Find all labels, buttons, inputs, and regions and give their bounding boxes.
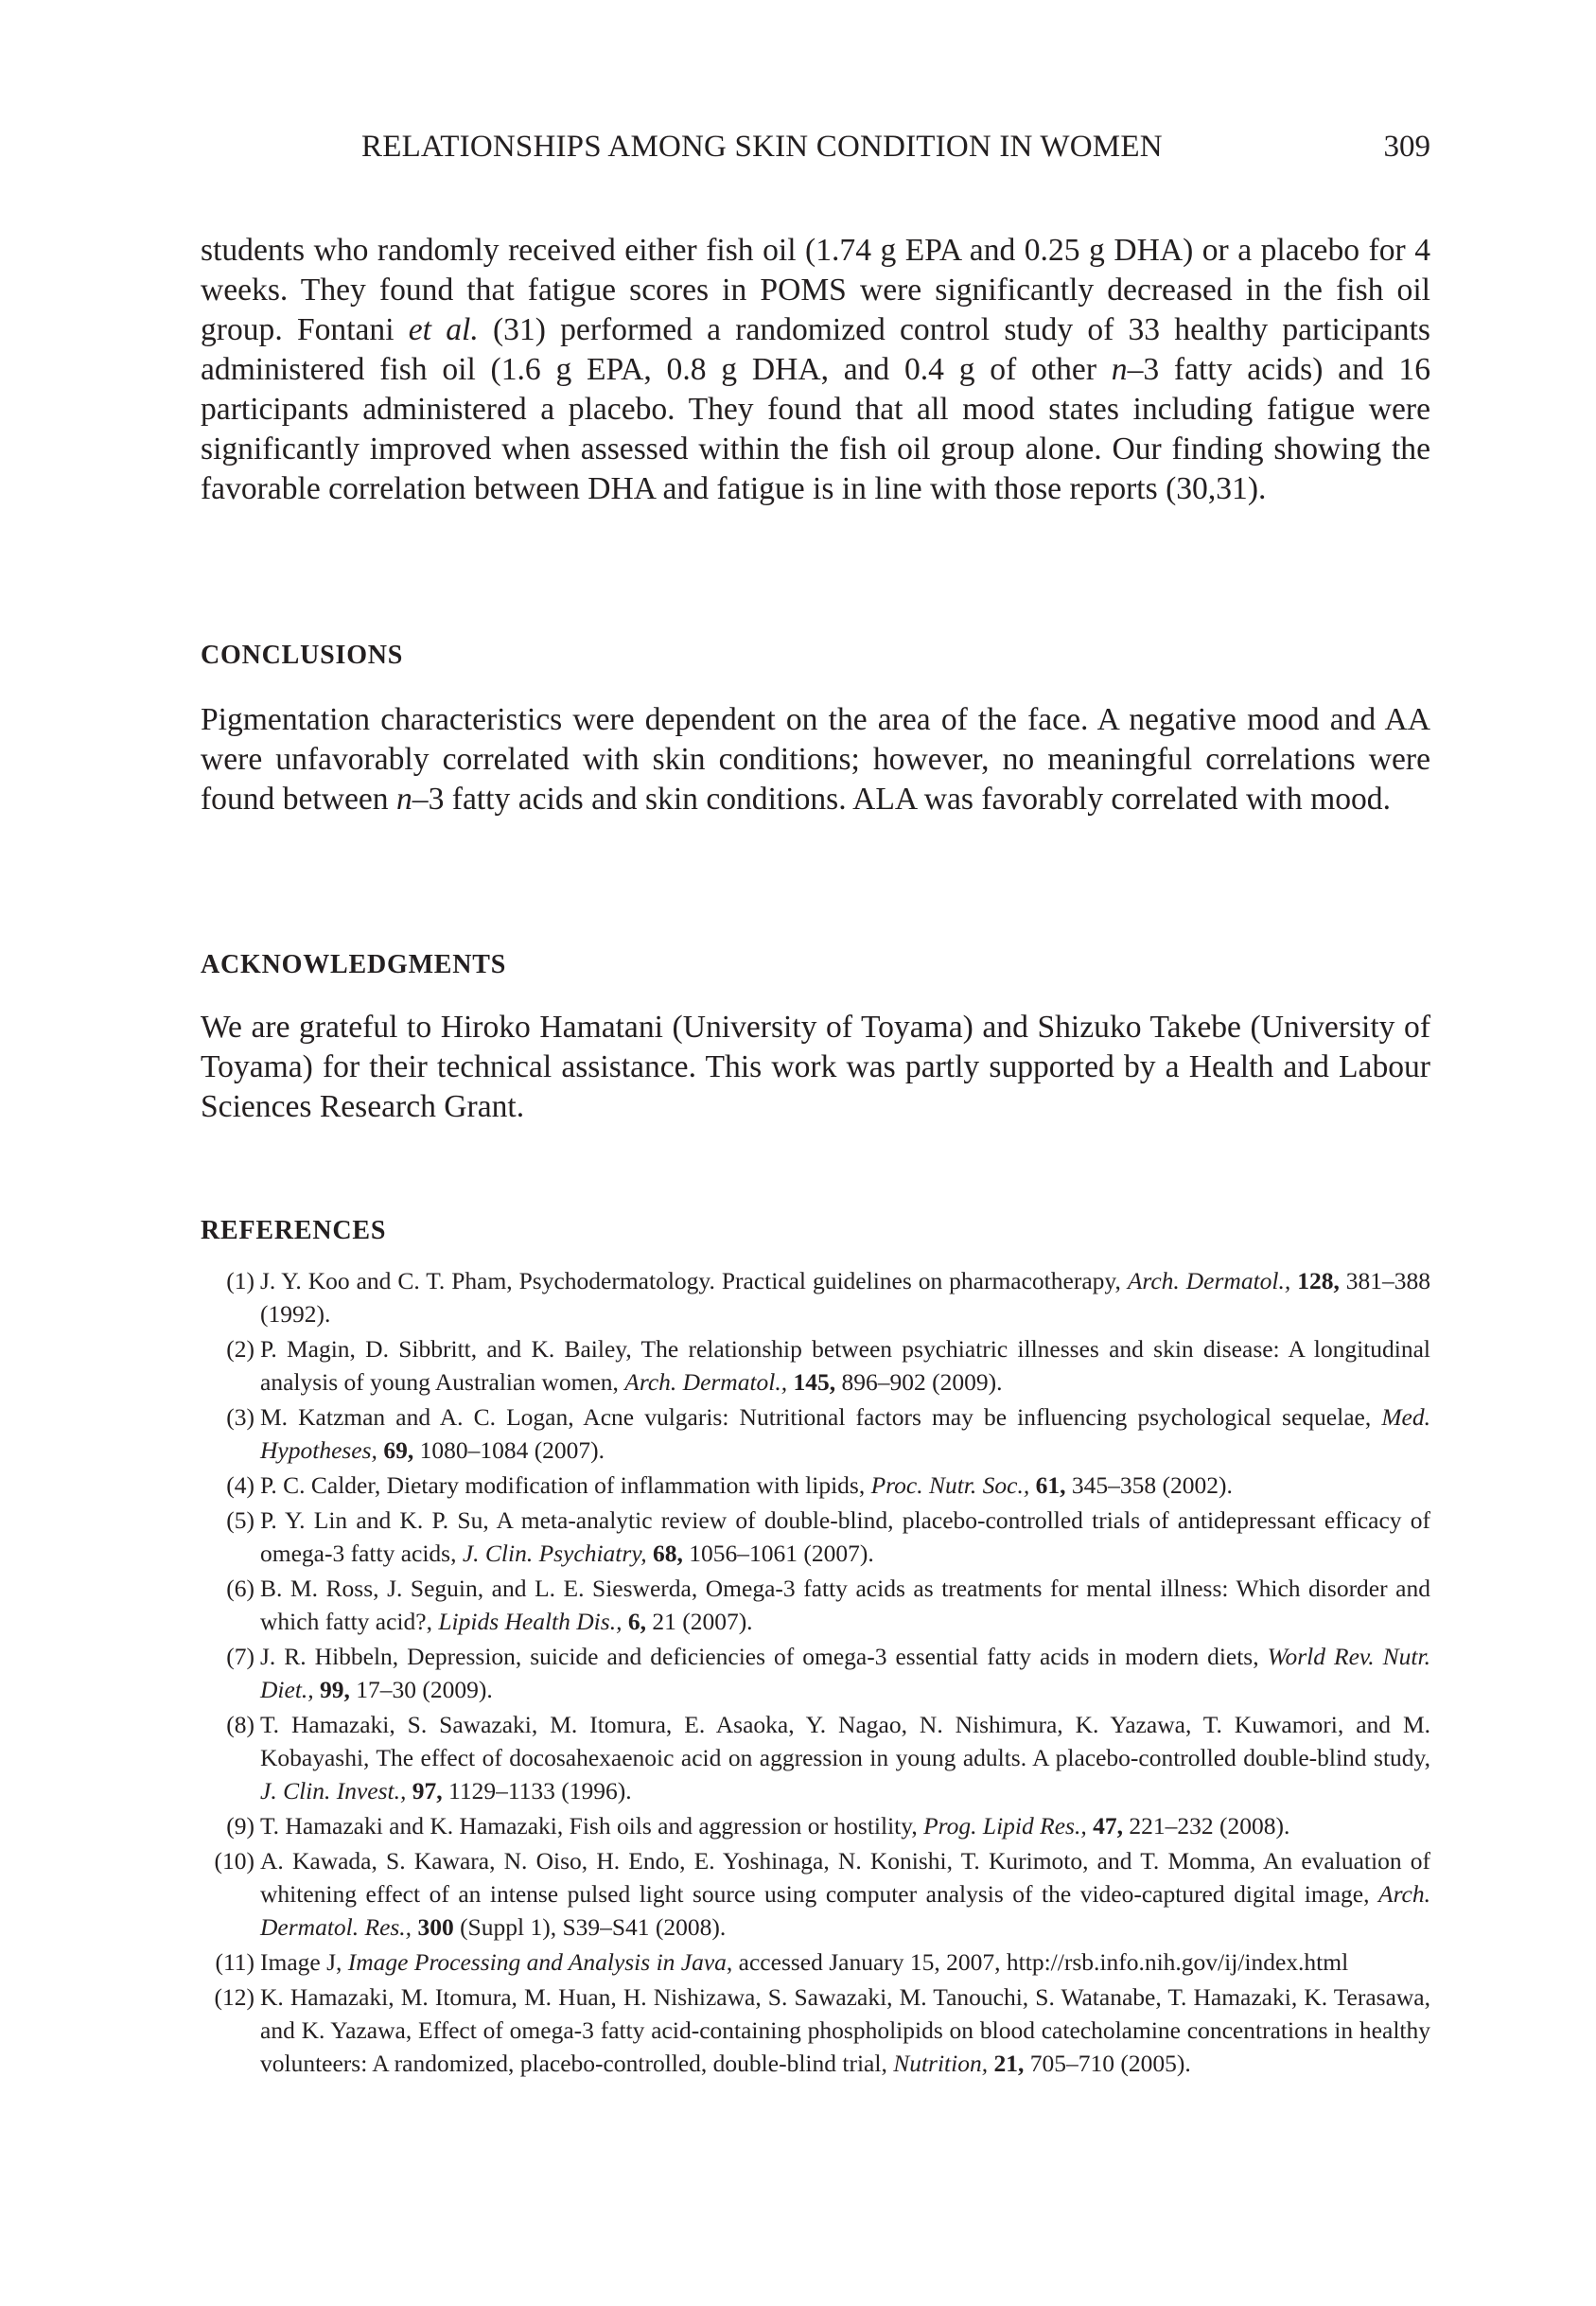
reference-item: (2) P. Magin, D. Sibbritt, and K. Bailey, The relationship between psychiatric illnesses and skin disease: A longitudinal analysis of young Australian women, Arch. Dermatol., 145, 896–902 (2009).: [201, 1332, 1430, 1399]
reference-item: (9) T. Hamazaki and K. Hamazaki, Fish oils and aggression or hostility, Prog. Lipid Res., 47, 221–232 (2008).: [201, 1809, 1430, 1842]
reference-item: (4) P. C. Calder, Dietary modification of inflammation with lipids, Proc. Nutr. Soc., 61, 345–358 (2002).: [201, 1469, 1430, 1502]
running-title: RELATIONSHIPS AMONG SKIN CONDITION IN WOMEN: [361, 130, 1163, 164]
reference-number: (11): [215, 1948, 254, 1976]
reference-item: (8) T. Hamazaki, S. Sawazaki, M. Itomura, E. Asaoka, Y. Nagao, N. Nishimura, K. Yazawa, T. Kuwamori, and M. Kobayashi, The effect of docosahexaenoic acid on aggression in young adults. A placebo-controlled double-blind study, J. Clin. Invest., 97, 1129–1133 (1996).: [201, 1708, 1430, 1807]
reference-item: (10) A. Kawada, S. Kawara, N. Oiso, H. Endo, E. Yoshinaga, N. Konishi, T. Kurimoto, and T. Momma, An evaluation of whitening effect of an intense pulsed light source using computer analysis of the video-captured digital image, Arch. Dermatol. Res., 300 (Suppl 1), S39–S41 (2008).: [201, 1844, 1430, 1944]
reference-number: (9): [226, 1812, 254, 1840]
reference-number: (7): [226, 1643, 254, 1670]
running-head: [201, 130, 1430, 167]
acknowledgments-heading: ACKNOWLEDGMENTS: [201, 950, 507, 979]
acknowledgments-paragraph: We are grateful to Hiroko Hamatani (University of Toyama) and Shizuko Takebe (University of Toyama) for their technical assistance. This work was partly supported by a Health and Labour Sciences Research Grant.: [201, 1010, 1430, 1124]
references-heading: REFERENCES: [201, 1216, 387, 1245]
conclusions-paragraph: Pigmentation characteristics were dependent on the area of the face. A negative mood and AA were unfavorably correlated with skin conditions; however, no meaningful correlations were found between n–3 fatty acids and skin conditions. ALA was favorably correlated with mood.: [201, 702, 1430, 817]
reference-number: (10): [214, 1847, 254, 1875]
reference-item: (7) J. R. Hibbeln, Depression, suicide and deficiencies of omega-3 essential fatty acids in modern diets, World Rev. Nutr. Diet., 99, 17–30 (2009).: [201, 1640, 1430, 1706]
reference-item: (11) Image J, Image Processing and Analysis in Java, accessed January 15, 2007, http://rsb.info.nih.gov/ij/index.html: [201, 1945, 1430, 1979]
reference-number: (3): [226, 1403, 254, 1431]
page-number: 309: [1383, 130, 1430, 164]
continuation-paragraph: students who randomly received either fish oil (1.74 g EPA and 0.25 g DHA) or a placebo for 4 weeks. They found that fatigue scores in POMS were significantly decreased in the fish oil group. Fontani et al. (31) performed a randomized control study of 33 healthy participants administered fish oil (1.6 g EPA, 0.8 g DHA, and 0.4 g of other n–3 fatty acids) and 16 participants administered a placebo. They found that all mood states including fatigue were significantly improved when assessed within the fish oil group alone. Our finding showing the favorable correlation between DHA and fatigue is in line with those reports (30,31).: [201, 233, 1430, 506]
reference-number: (6): [226, 1575, 254, 1602]
reference-list: [201, 1264, 1430, 2082]
reference-number: (4): [226, 1471, 254, 1499]
reference-number: (5): [226, 1506, 254, 1534]
reference-number: (12): [214, 1983, 254, 2011]
reference-item: (5) P. Y. Lin and K. P. Su, A meta-analytic review of double-blind, placebo-controlled trials of antidepressant efficacy of omega-3 fatty acids, J. Clin. Psychiatry, 68, 1056–1061 (2007).: [201, 1504, 1430, 1570]
reference-item: (12) K. Hamazaki, M. Itomura, M. Huan, H. Nishizawa, S. Sawazaki, M. Tanouchi, S. Watanabe, T. Hamazaki, K. Terasawa, and K. Yazawa, Effect of omega-3 fatty acid-containing phospholipids on blood catecholamine concentrations in healthy volunteers: A randomized, placebo-controlled, double-blind trial, Nutrition, 21, 705–710 (2005).: [201, 1980, 1430, 2080]
reference-number: (2): [226, 1335, 254, 1363]
reference-number: (8): [226, 1711, 254, 1738]
conclusions-heading: CONCLUSIONS: [201, 641, 404, 670]
reference-item: (3) M. Katzman and A. C. Logan, Acne vulgaris: Nutritional factors may be influencing psychological sequelae, Med. Hypotheses, 69, 1080–1084 (2007).: [201, 1400, 1430, 1467]
reference-item: (6) B. M. Ross, J. Seguin, and L. E. Sieswerda, Omega-3 fatty acids as treatments for mental illness: Which disorder and which fatty acid?, Lipids Health Dis., 6, 21 (2007).: [201, 1572, 1430, 1638]
reference-item: (1) J. Y. Koo and C. T. Pham, Psychodermatology. Practical guidelines on pharmacotherapy, Arch. Dermatol., 128, 381–388 (1992).: [201, 1264, 1430, 1330]
reference-number: (1): [226, 1267, 254, 1294]
